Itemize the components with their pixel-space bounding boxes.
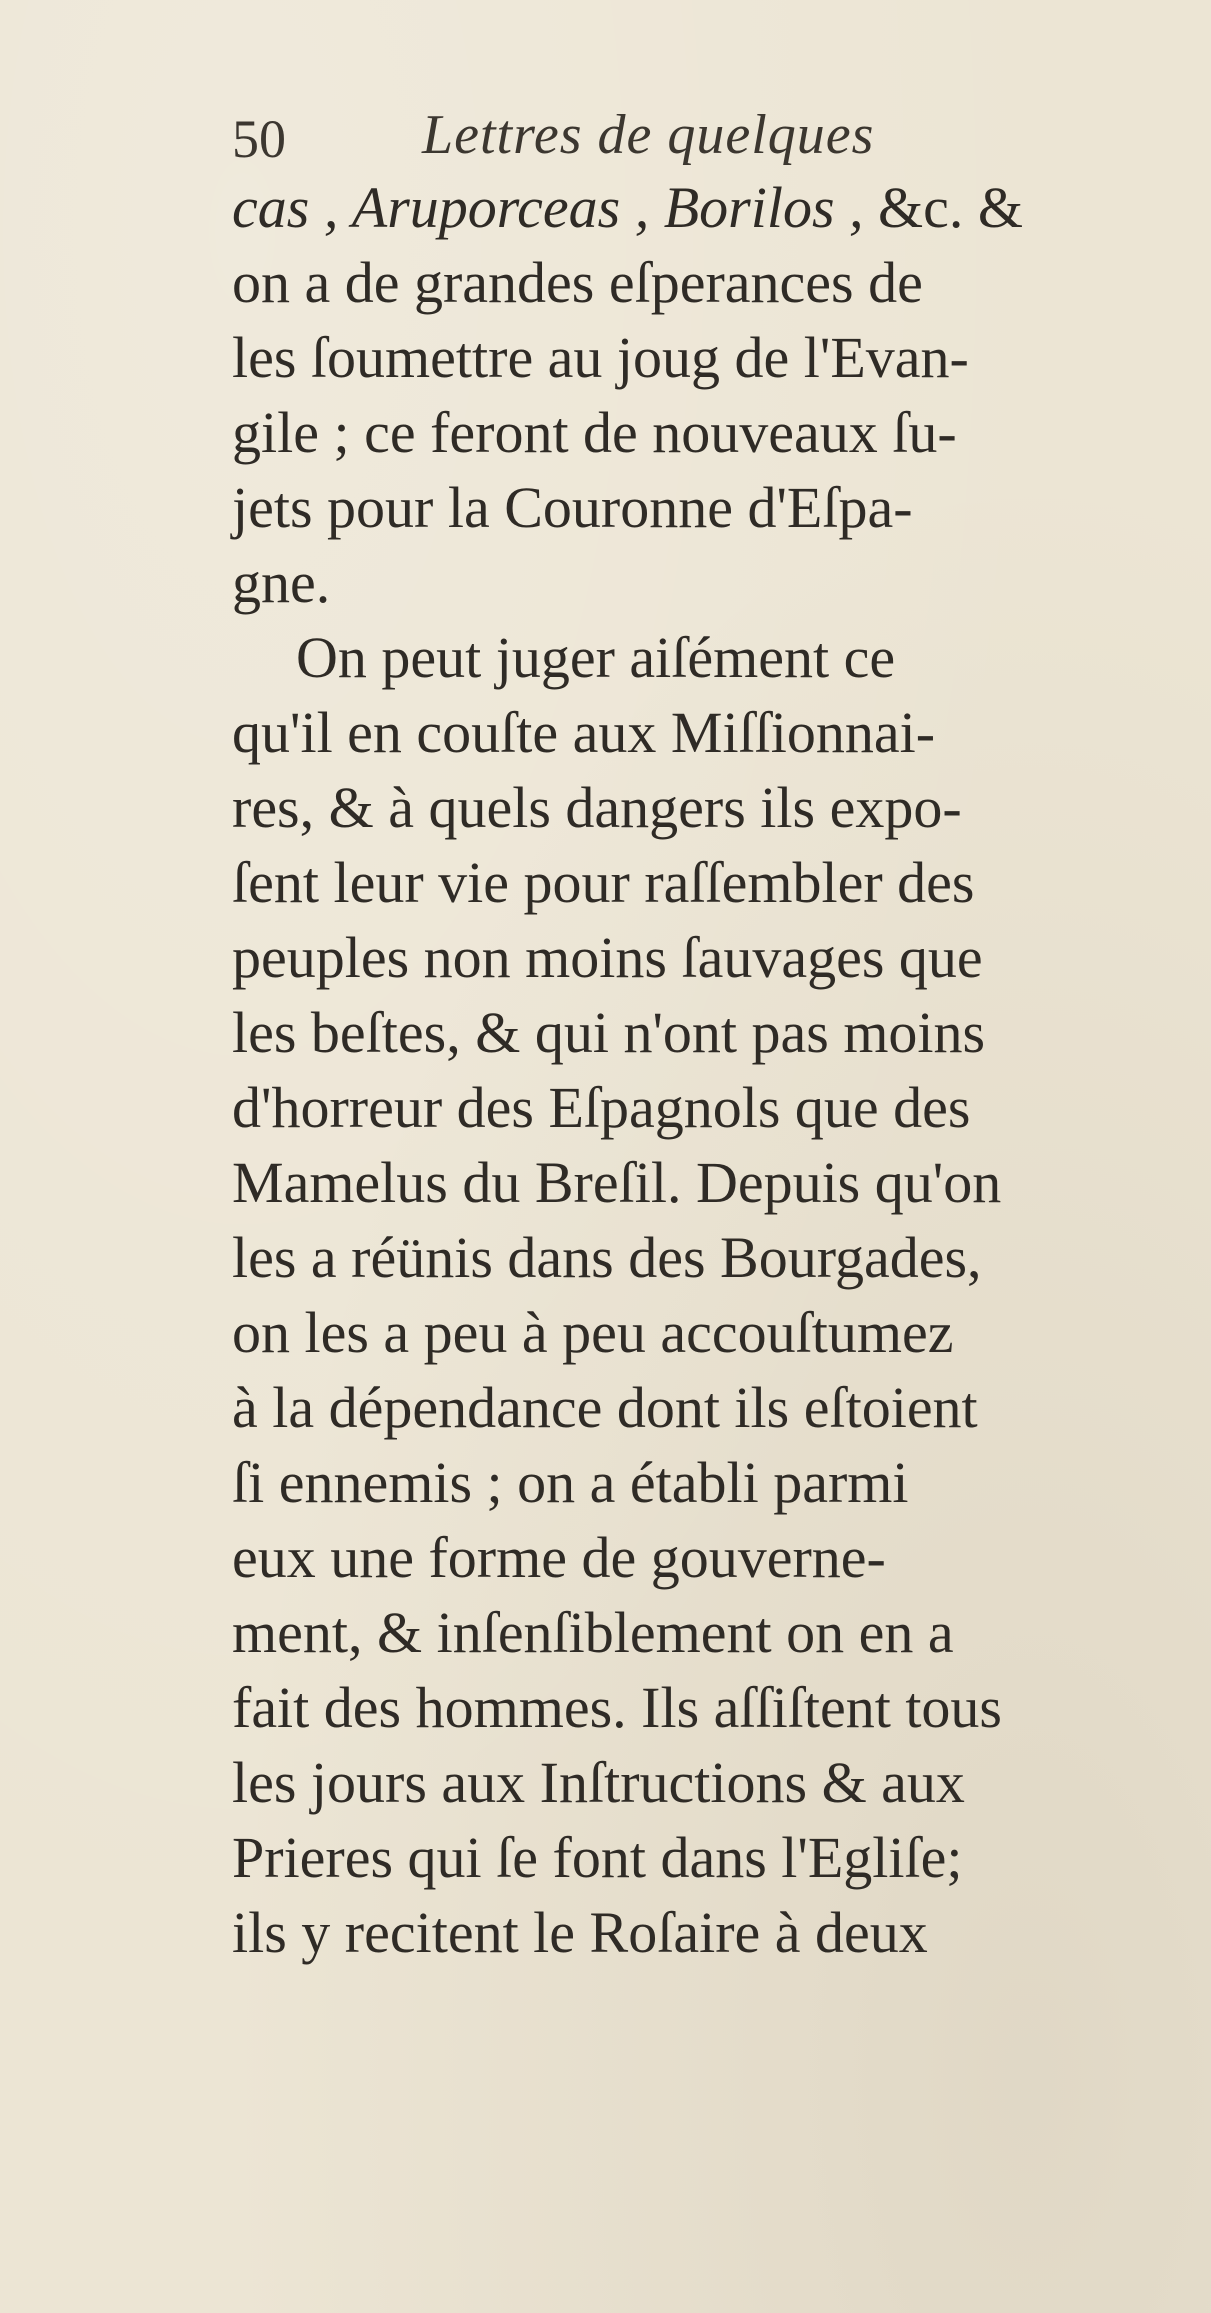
running-title: Lettres de quelques	[422, 104, 875, 166]
text-line: jets pour la Couronne d'Eſpa-	[232, 475, 913, 540]
text-line: les beſtes, & qui n'ont pas moins	[232, 1000, 986, 1065]
text-line: gile ; ce feront de nouveaux ſu-	[232, 400, 957, 465]
text-line: ſent leur vie pour raſſembler des	[232, 850, 975, 915]
text-line	[232, 170, 1182, 245]
text-line: ment, & inſenſiblement on en a	[232, 1600, 954, 1665]
text-line: ils y recitent le Roſaire à deux	[232, 1900, 928, 1965]
text-line: fait des hommes. Ils aſſiſtent tous	[232, 1675, 1003, 1740]
text-line: eux une forme de gouverne-	[232, 1525, 886, 1590]
italic-names: cas , Aruporceas , Borilos ,	[232, 175, 864, 240]
text-line: on a de grandes eſperances de	[232, 250, 923, 315]
text-line: res, & à quels dangers ils expo-	[232, 775, 962, 840]
page-number: 50	[232, 109, 286, 169]
text-line: les ſoumettre au joug de l'Evan-	[232, 325, 969, 390]
text-line-rest: &c. &	[863, 175, 1024, 240]
text-line: à la dépendance dont ils eſtoient	[232, 1375, 978, 1440]
text-line: ſi ennemis ; on a établi parmi	[232, 1450, 909, 1515]
text-line: peuples non moins ſauvages que	[232, 925, 983, 990]
body-text	[232, 170, 1182, 1970]
text-line: gne.	[232, 550, 331, 615]
text-line: on les a peu à peu accouſtumez	[232, 1300, 954, 1365]
text-line: qu'il en couſte aux Miſſionnai-	[232, 700, 936, 765]
text-line: Mamelus du Breſil. Depuis qu'on	[232, 1150, 1002, 1215]
paragraph-start-line: On peut juger aiſément ce	[296, 625, 896, 690]
text-line: les jours aux Inſtructions & aux	[232, 1750, 965, 1815]
text-line: les a réünis dans des Bourgades,	[232, 1225, 982, 1290]
page-header	[232, 100, 1132, 180]
text-line: Prieres qui ſe font dans l'Egliſe;	[232, 1825, 963, 1890]
text-line: d'horreur des Eſpagnols que des	[232, 1075, 971, 1140]
